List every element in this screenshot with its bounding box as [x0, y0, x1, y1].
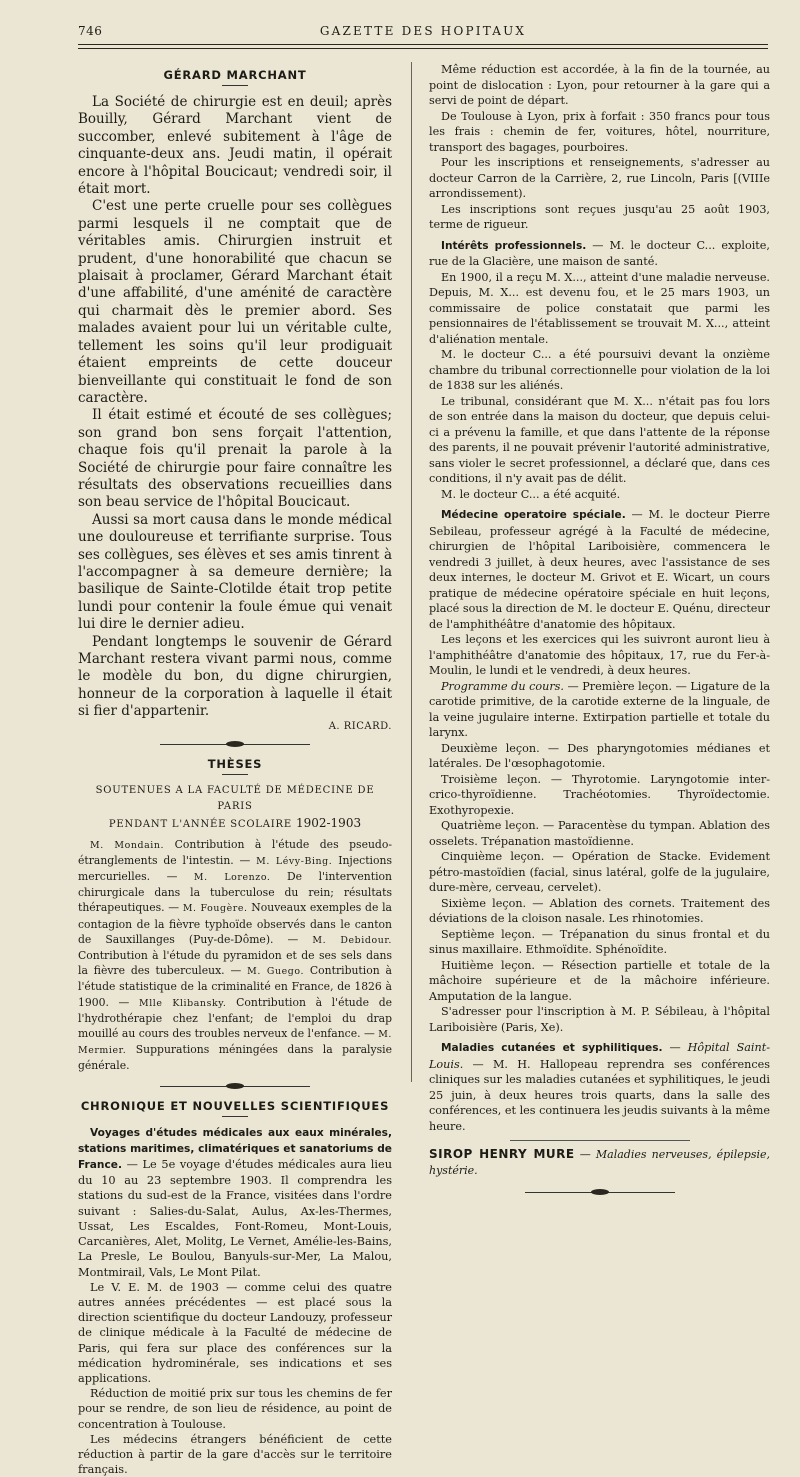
obituary-paragraph: La Société de chirurgie est en deuil; après Bouilly, Gérard Marchant vient de succomber, enlevé subitement à l'âge de cinquante-deux ans. Jeudi matin, il opérait encore à l'hôpital Boucicaut; vendredi soir, il était mort.: [78, 94, 392, 198]
theses-heading: THÈSES: [207, 756, 263, 771]
page-number: 746: [78, 24, 103, 38]
header-rule-thin: [78, 48, 768, 49]
voyages-text: — Le 5e voyage d'études médicales aura lieu du 10 au 23 septembre 1903. Il comprendra les stations du sud-est de la France, visitées dans l'ordre suivant : Salies-du-Salat, Aulus, Ax-les-Thermes, Ussat, Les Escaldes, Font-Romeu, Mont-Louis, Carcanières, Alet, Molitg, Le Vernet, Amélie-les-Bains, La Presle, Le Boulou, Banyuls-sur-Mer, La Malou, Montmirail, Vals, Le Mont Pilat.: [78, 1158, 392, 1279]
thesis-author: M. Mondain.: [90, 839, 165, 851]
thesis-title: Contribution à l'étude de l'hydrothérapie chez l'enfant; de l'emploi du drap mouillé au cours des troubles nerveux de l'enfance. —: [78, 995, 392, 1041]
thesis-author: M. Guego.: [247, 966, 305, 978]
interets-text: — M. le docteur C... exploite, rue de la Glacière, une maison de santé.: [429, 238, 770, 268]
lesson-paragraph: Cinquième leçon. — Opération de Stacke. Evidement pétro-mastoïdien (facial, sinus latéral, golfe de la jugulaire, dure-mère, cerveau, cervelet).: [429, 850, 770, 894]
maladies-text: — M. H. Hallopeau reprendra ses conférences cliniques sur les maladies cutanées et syphilitiques, le jeudi 25 juin, à deux heures trois quarts, dans la salle des conférences, et les continuera les jeudis suivants à la même heure.: [429, 1057, 770, 1133]
thesis-author: M. Lévy-Bing.: [256, 855, 333, 867]
medecine-text: — M. le docteur Pierre Sebileau, professeur agrégé à la Faculté de médecine, chirurgien de l'hôpital Lariboisière, commencera le vendredi 3 juillet, à deux heures, avec l'assistance de ses deux internes, le docteur M. Grivot et E. Wicart, un cours pratique de médecine opératoire spéciale en huit leçons, placé sous la direction de M. le docteur E. Quénu, directeur de l'amphithéâtre d'anatomie des hôpitaux.: [429, 508, 770, 631]
programme-label: Programme du cours.: [441, 679, 564, 693]
lesson-paragraph: Troisième leçon. — Thyrotomie. Laryngotomie inter-crico-thyroïdienne. Trachéotomies. Thyroïdectomie. Exothyropexie.: [429, 772, 770, 817]
interets-title: Intérêts professionnels.: [441, 239, 587, 252]
obituary-paragraph: Aussi sa mort causa dans le monde médical une douloureuse et terrifiante surprise. Tous ses collègues, ses élèves et ses amis tinrent à l'accompagner à sa demeure dernière; la basilique de Sainte-Clotilde était trop petite lundi pour contenir la foule émue qui venait lui dire le dernier adieu.: [78, 511, 392, 633]
lesson-paragraph: Deuxième leçon. — Des pharyngotomies médianes et latérales. De l'œsophagotomie.: [429, 741, 770, 770]
section-ornament: [160, 1082, 310, 1091]
voyages-paragraph: Réduction de moitié prix sur tous les chemins de fer pour se rendre, de son lieu de résidence, au point de concentration à Toulouse.: [78, 1387, 392, 1431]
sirop-note: — Maladies nerveuses, épilepsie, hystérie.: [429, 1148, 770, 1177]
obituary-signature: A. RICARD.: [328, 720, 392, 732]
theses-subtitle-text: PENDANT L'ANNÉE SCOLAIRE: [108, 818, 292, 830]
voyages-paragraph: Les médecins étrangers bénéficient de cette réduction à partir de la gare d'accès sur le territoire français.: [78, 1432, 392, 1477]
medecine-paragraph: Les leçons et les exercices qui les suivront auront lieu à l'amphithéâtre d'anatomie des hôpitaux, 17, rue du Fer-à-Moulin, le lundi et le vendredi, à deux heures.: [429, 633, 770, 677]
voyages-paragraph: Le V. E. M. de 1903 — comme celui des quatre autres années précédentes — est placé sous la direction scientifique du docteur Landouzy, professeur de clinique médicale à la Faculté de médecine de Paris, qui fera sur place des conférences sur la médication hydrominérale, ses indications et ses applications.: [78, 1280, 392, 1385]
thesis-author: M. Lorenzo.: [193, 872, 271, 884]
chronique-heading: CHRONIQUE ET NOUVELLES SCIENTIFIQUES: [80, 1098, 390, 1113]
theses-list: [78, 837, 392, 1074]
voyages-continued: Pour les inscriptions et renseignements, s'adresser au docteur Carron de la Carrière, 2, rue Lincoln, Paris [(VIIIe arrondissement).: [429, 156, 770, 200]
theses-subtitle-line: SOUTENUES A LA FACULTÉ DE MÉDECINE DE PARIS: [95, 784, 375, 812]
programme-text: — Première leçon. — Ligature de la carotide primitive, de la carotide externe de la linguale, de la veine jugulaire interne. Extirpation partielle et totale du larynx.: [429, 679, 771, 739]
voyages-continued: Les inscriptions sont reçues jusqu'au 25 août 1903, terme de rigueur.: [429, 202, 770, 231]
right-column: Même réduction est accordée, à la fin de la tournée, au point de dislocation : Lyon, pour retourner à la gare qui a servi de point de départ. De Toulouse à Lyon, prix à forfait : 350 francs pour tous les frais : chemin de fer, voitures, hôtel, nourriture, transport des bagages, pourboires. Pour les inscriptions et renseignements, s'adresser au docteur Carron de la Carrière, 2, rue Lincoln, Paris [(VIIIe arrondissement). Les inscriptions sont reçues jusqu'au 25 août 1903, terme de rigueur. Intérêts professionnels. — M. le docteur C... exploite, rue de la Glacière, une maison de santé. En 1900, il a reçu M. X..., atteint d'une maladie nerveuse. Depuis, M. X... est devenu fou, et le 25 mars 1903, un commissaire de police constatait que parmi les pensionnaires de l'établissement se trouvait M. X..., atteint d'aliénation mentale. M. le docteur C... a été poursuivi devant la onzième chambre du tribunal correctionnelle pour violation de la loi de 1838 sur les aliénés. Le tribunal, considérant que M. X... n'était pas fou lors de son entrée dans la maison du docteur, que depuis celui-ci a prévenu la famille, et que dans l'attente de la réponse des parents, il ne pouvait prévenir l'autorité administrative, sans violer le secret professionnel, a déclaré que, dans ces conditions, il n'y avait pas de délit. M. le docteur C... a été acquité. Médecine operatoire spéciale. — M. le docteur Pierre Sebileau, professeur agrégé à la Faculté de médecine, chirurgien de l'hôpital Lariboisière, commencera le vendredi 3 juillet, à deux heures, avec l'assistance de ses deux internes, le docteur M. Grivot et E. Wicart, un cours pratique de médecine opératoire spéciale en huit leçons, placé sous la direction de M. le docteur E. Quénu, directeur de l'amphithéâtre d'anatomie des hôpitaux. Les leçons et les exercices qui les suivront auront lieu à l'amphithéâtre d'anatomie des hôpitaux, 17, rue du Fer-à-Moulin, le lundi et le vendredi, à deux heures. Programme du cours. — Première leçon. — Ligature de la carotide primitive, de la carotide externe de la linguale, de la veine jugulaire interne. Extirpation partielle et totale du larynx. Deuxième leçon. — Des pharyngotomies médianes et latérales. De l'œsophagotomie. Troisième leçon. — Thyrotomie. Laryngotomie inter-crico-thyroïdienne. Trachéotomies. Thyroïdectomie. Exothyropexie. Quatrième leçon. — Paracentèse du tympan. Ablation des osselets. Trépanation mastoïdienne. Cinquième leçon. — Opération de Stacke. Evidement pétro-mastoïdien (facial, sinus latéral, golfe de la jugulaire, dure-mère, cerveau, cervelet). Sixième leçon. — Ablation des cornets. Traitement des déviations de la cloison nasale. Les rhinotomies. Septième leçon. — Trépanation du sinus frontal et du sinus maxillaire. Ethmoïdite. Sphénoïdite. Huitième leçon. — Résection partielle et totale de la mâchoire supérieure et de la mâchoire inférieure. Amputation de la langue. S'adresser pour l'inscription à M. P. Sébileau, à l'hôpital Lariboisière (Paris, Xe). Maladies cutanées et syphilitiques. — Hôpital Saint-Louis. — M. H. Hallopeau reprendra ses conférences cliniques sur les maladies cutanées et syphilitiques, le jeudi 25 juin, à deux heures trois quarts, dans la salle des conférences, et les continuera les jeudis suivants à la même heure. SIROP HENRY MURE — Maladies nerveuses, épilepsie, hystérie.: [429, 62, 770, 1205]
thesis-title: Contribution à l'étude des pseudo-étranglements de l'intestin. —: [78, 837, 392, 867]
thesis-title: Injections mercurielles. —: [78, 853, 392, 884]
interets-paragraph: En 1900, il a reçu M. X..., atteint d'une maladie nerveuse. Depuis, M. X... est devenu fou, et le 25 mars 1903, un commissaire de police constatait que parmi les pensionnaires de l'établissement se trouvait M. X..., atteint d'aliénation mentale.: [429, 270, 770, 346]
interets-paragraph: M. le docteur C... a été poursuivi devant la onzième chambre du tribunal correctionnelle pour violation de la loi de 1838 sur les aliénés.: [429, 348, 770, 392]
ad-rule: [510, 1140, 690, 1141]
lesson-paragraph: Huitième leçon. — Résection partielle et totale de la mâchoire supérieure et de la mâchoire inférieure. Amputation de la langue.: [429, 958, 770, 1003]
lesson-paragraph: Quatrième leçon. — Paracentèse du tympan. Ablation des osselets. Trépanation mastoïdienne.: [429, 819, 770, 848]
left-column: [78, 62, 392, 1477]
thesis-title: Contribution à l'étude statistique de la criminalité en France, de 1826 à 1900. —: [78, 964, 392, 1009]
obituary-body: [78, 94, 392, 721]
interets-paragraph: Le tribunal, considérant que M. X... n'était pas fou lors de son entrée dans la maison du docteur, que depuis celui-ci a prévenu la famille, et que dans l'attente de la réponse des parents, il ne pouvait prévenir l'autorité administrative, sans violer le secret professionnel, a déclaré que, dans ces conditions, il n'y avait pas de délit.: [429, 394, 770, 485]
lesson-paragraph: S'adresser pour l'inscription à M. P. Sébileau, à l'hôpital Lariboisière (Paris, Xe).: [429, 1005, 770, 1034]
section-ornament: [160, 740, 310, 749]
thesis-author: Mlle Klibansky.: [139, 997, 227, 1009]
heading-rule: [222, 1116, 248, 1117]
voyages-continued: De Toulouse à Lyon, prix à forfait : 350 francs pour tous les frais : chemin de fer, voitures, hôtel, nourriture, transport des bagages, pourboires.: [429, 109, 770, 154]
voyages-title: Voyages d'études médicales aux eaux minérales, stations maritimes, climatériques et sanatoriums de France.: [78, 1126, 392, 1172]
obituary-paragraph: Pendant longtemps le souvenir de Gérard Marchant restera vivant parmi nous, comme le modèle du bon, du digne chirurgien, honneur de la corporation à laquelle il était si fier d'appartenir.: [78, 633, 392, 720]
page-header: [78, 24, 768, 42]
thesis-title: Suppurations méningées dans la paralysie générale.: [78, 1043, 392, 1073]
obituary-paragraph: C'est une perte cruelle pour ses collègues parmi lesquels il ne comptait que de véritables amis. Chirurgien instruit et prudent, d'une honorabilité que chacun se plaisait à proclamer, Gérard Marchant était d'une affabilité, d'une aménité de caractère qui charmait dès le premier abord. Ses malades avaient pour lui un véritable culte, tellement les soins qu'il leur prodiguait étaient empreints de cette douceur bienveillante qui constituait le fond de son caractère.: [78, 198, 392, 406]
chronique-body: [78, 1125, 392, 1477]
obituary-heading: GÉRARD MARCHANT: [163, 68, 307, 82]
thesis-title: De l'intervention chirurgicale dans la tuberculose du rein; résultats thérapeutiques. —: [78, 870, 392, 915]
thesis-author: M. Debidour.: [312, 934, 392, 946]
section-ornament: [525, 1188, 675, 1197]
thesis-author: M. Fougère.: [182, 903, 248, 915]
thesis-title: Nouveaux exemples de la contagion de la fièvre typhoïde observés dans le canton de Sauxillanges (Puy-de-Dôme). —: [78, 901, 392, 946]
thesis-title: Contribution à l'étude du pyramidon et de ses sels dans la fièvre des tuberculeux. —: [78, 949, 392, 978]
thesis-author: M. Mermier.: [78, 1029, 392, 1057]
theses-subtitle: [78, 783, 392, 833]
lesson-paragraph: Septième leçon. — Trépanation du sinus frontal et du sinus maxillaire. Ethmoïdite. Sphénoïdite.: [429, 927, 770, 956]
heading-rule: [222, 85, 248, 86]
theses-subtitle-line-2: [78, 815, 392, 833]
medecine-title: Médecine operatoire spéciale.: [441, 509, 626, 521]
journal-title: GAZETTE DES HOPITAUX: [319, 24, 527, 38]
obituary-paragraph: Il était estimé et écouté de ses collègues; son grand bon sens forçait l'attention, chaque fois qu'il prenait la parole à la Société de chirurgie pour faire connaître les résultats des observations recueillies dans son beau service de l'hôpital Boucicaut.: [78, 407, 392, 511]
heading-rule: [222, 774, 248, 775]
header-rule: [78, 44, 768, 45]
lesson-paragraph: Sixième leçon. — Ablation des cornets. Traitement des déviations de la cloison nasale. Les rhinotomies.: [429, 896, 770, 925]
maladies-place: Hôpital Saint-Louis.: [429, 1041, 770, 1071]
column-divider: [411, 62, 412, 1082]
maladies-title: Maladies cutanées et syphilitiques.: [441, 1042, 663, 1054]
interets-paragraph: M. le docteur C... a été acquité.: [441, 487, 621, 501]
sirop-advert: SIROP HENRY MURE: [429, 1147, 575, 1161]
theses-year: 1902-1903: [295, 815, 362, 830]
voyages-continued: Même réduction est accordée, à la fin de la tournée, au point de dislocation : Lyon, pour retourner à la gare qui a servi de point de départ.: [429, 63, 770, 107]
